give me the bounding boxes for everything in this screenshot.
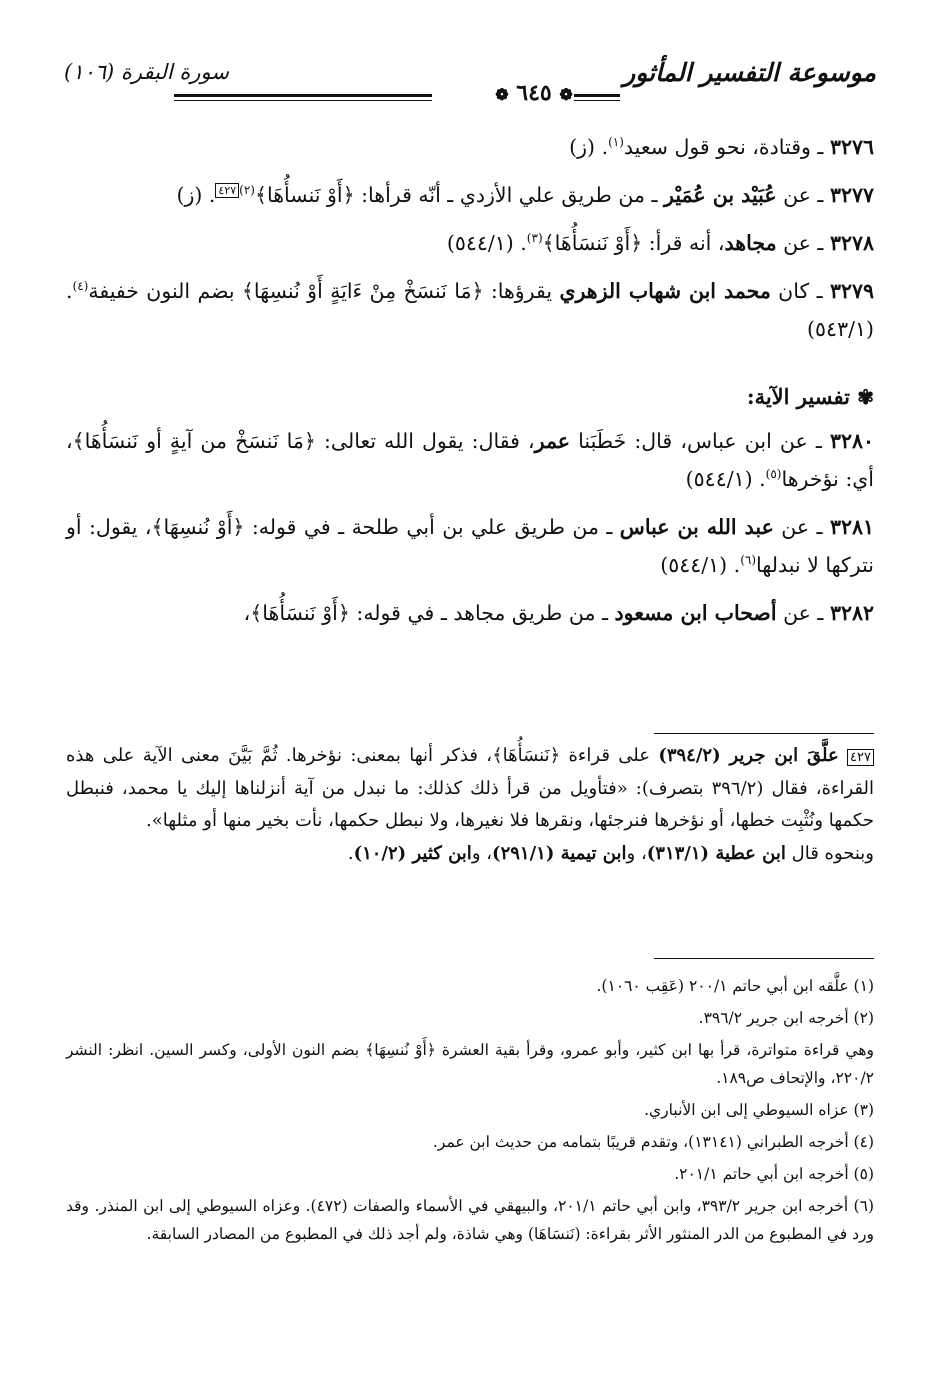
narrator-name: مجاهد bbox=[724, 231, 777, 255]
entry bbox=[66, 508, 874, 584]
commentary-text: . bbox=[347, 842, 354, 864]
main-text bbox=[66, 128, 874, 642]
entry-text: ، فقال: يقول الله تعالى: ﴿مَا نَنسَخْ من آيةٍ أو نَنسَأُهَا﴾، أي: نؤخرها bbox=[66, 429, 874, 491]
entry-text: يقرؤها: ﴿مَا نَنسَخْ مِنْ ءَايَةٍ أَوْ نُنسِهَا﴾ بضم النون خفيفة bbox=[88, 279, 560, 303]
entry-source: . (٥٤٤/١) bbox=[685, 467, 766, 491]
entry-prefix: ـ كان bbox=[770, 279, 830, 303]
narrator-name: عبد الله بن عباس bbox=[619, 515, 774, 539]
page-number-block bbox=[494, 80, 574, 106]
commentary-author: ابن تيمية (٢٩١/١) bbox=[492, 842, 627, 864]
commentary-author: ابن عطية (٣١٣/١) bbox=[646, 842, 786, 864]
footnote: (٦) أخرجه ابن جرير ٣٩٣/٢، وابن أبي حاتم ٢٠١/١، والبيهقي في الأسماء والصفات (٤٧٢). وعزاه السيوطي إلى ابن المنذر. وقد ورد في المطبوع من الدر المنثور الأثر بقراءة: (نَنسَاهَا) وهي شاذة، ولم أجد ذلك في المطبوع من المصادر السابقة. bbox=[66, 1197, 874, 1243]
entry-prefix: ـ عن bbox=[776, 601, 830, 625]
entry-number: ٣٢٧٧ bbox=[829, 183, 874, 207]
footnote: (٣) عزاه السيوطي إلى ابن الأنباري. bbox=[644, 1101, 874, 1119]
entry-number: ٣٢٧٩ bbox=[829, 279, 874, 303]
page-header bbox=[64, 58, 876, 106]
header-rule-right bbox=[574, 94, 620, 97]
footnote-marker: (٢) bbox=[239, 183, 255, 198]
entry-number: ٣٢٧٨ bbox=[829, 231, 874, 255]
narrator-name: ابن عباس bbox=[686, 429, 772, 453]
entry bbox=[66, 224, 874, 262]
footnote: (١) علَّقه ابن أبي حاتم ٢٠٠/١ (عَقِب ١٠٦٠). bbox=[596, 977, 874, 995]
footnotes-separator bbox=[654, 958, 874, 959]
commentary-text: على قراءة ﴿نَنسَأُهَا﴾، فذكر أنها بمعنى: نؤخرها. ثُمَّ بَيَّنَ معنى الآية على هذه القراءة، فقال (٣٩٦/٢ بتصرف): «فتأويل من قرأ ذلك كذلك: ما نبدل من آية أنزلناها إليك يا محمد، فنبطل حكمها ونُثْبِت خطها، أو نؤخرها فنرجئها، ونقرها فلا نغيرها، ولا نبطل حكمها، نأت بخير منها أو مثلها». bbox=[66, 745, 875, 831]
entry bbox=[66, 272, 874, 348]
footnote: (٤) أخرجه الطبراني (١٣١٤١)، وتقدم قريبًا بتمامه من حديث ابن عمر. bbox=[432, 1133, 874, 1151]
header-rule-left bbox=[174, 94, 432, 97]
flower-icon: ✾ bbox=[857, 385, 874, 409]
entry bbox=[66, 128, 874, 166]
footnote-marker: (٦) bbox=[740, 553, 757, 568]
footnotes bbox=[66, 972, 874, 1252]
commentary-separator bbox=[654, 733, 874, 734]
footnote: وهي قراءة متواترة، قرأ بها ابن كثير، وأبو عمرو، وقرأ بقية العشرة ﴿أَوْ نُنسِهَا﴾ بضم النون الأولى، وكسر السين. انظر: النشر ٢٢٠/٢، والإتحاف ص١٨٩. bbox=[66, 1041, 874, 1087]
ornament-icon: ❁ bbox=[559, 85, 573, 104]
entry-number: ٣٢٨١ bbox=[829, 515, 874, 539]
commentary-text: وبنحوه قال bbox=[785, 842, 874, 864]
commentary-text: ، و bbox=[471, 842, 493, 864]
footnote: (٥) أخرجه ابن أبي حاتم ٢٠١/١. bbox=[674, 1165, 874, 1183]
entry-number: ٣٢٨٢ bbox=[829, 601, 874, 625]
entry-text: ، قال: خَطَبَنا bbox=[570, 429, 687, 453]
entry-source: . (٥٤٤/١) bbox=[446, 231, 527, 255]
narrator-name: عمر bbox=[534, 429, 571, 453]
entry bbox=[66, 176, 874, 214]
entry-source: . (٥٤٣/١) bbox=[66, 279, 874, 341]
book-title: موسوعة التفسير المأثور bbox=[623, 58, 876, 87]
entry bbox=[66, 594, 874, 632]
narrator-name: محمد ابن شهاب الزهري bbox=[559, 279, 771, 303]
entry-text: ، أنه قرأ: ﴿أَوْ نَنسَأُهَا﴾ bbox=[542, 231, 725, 255]
commentary-ref: ٤٢٧ bbox=[215, 183, 239, 198]
commentary-block bbox=[66, 740, 874, 870]
entry-source: . (ز) bbox=[176, 183, 216, 207]
narrator-name: عُبَيْد بن عُمَيْر bbox=[664, 183, 777, 207]
entry bbox=[66, 422, 874, 498]
entry-text: ـ من طريق مجاهد ـ في قوله: ﴿أَوْ نَنسَأُهَا﴾، bbox=[243, 601, 615, 625]
entry-source: . (ز) bbox=[569, 135, 609, 159]
commentary-text: ، و bbox=[626, 842, 647, 864]
entry-text: ـ من طريق علي بن أبي طلحة ـ في قوله: ﴿أَوْ نُنسِهَا﴾، يقول: أو نتركها لا نبدلها bbox=[66, 515, 874, 577]
ornament-icon: ❁ bbox=[495, 85, 509, 104]
commentary-paragraph bbox=[66, 838, 874, 871]
entry-prefix: ـ عن bbox=[773, 515, 830, 539]
section-heading-text: تفسير الآية: bbox=[746, 384, 850, 409]
commentary-author: علَّقَ ابن جرير (٣٩٤/٢) bbox=[658, 745, 839, 766]
commentary-ref: ٤٢٧ bbox=[847, 749, 874, 766]
entry-source: . (٥٤٤/١) bbox=[660, 553, 741, 577]
footnote-marker: (١) bbox=[608, 135, 624, 150]
entry-text: ـ وقتادة، نحو قول سعيد bbox=[623, 135, 830, 159]
entry-prefix: ـ عن bbox=[771, 429, 830, 453]
narrator-name: أصحاب ابن مسعود bbox=[614, 601, 777, 625]
entry-number: ٣٢٨٠ bbox=[829, 429, 874, 453]
entry-prefix: ـ عن bbox=[776, 183, 830, 207]
surah-label: سورة البقرة (١٠٦) bbox=[64, 60, 229, 84]
footnote: (٢) أخرجه ابن جرير ٣٩٦/٢. bbox=[698, 1009, 874, 1027]
entry-prefix: ـ عن bbox=[776, 231, 830, 255]
entry-number: ٣٢٧٦ bbox=[829, 135, 874, 159]
entry-text: ـ من طريق علي الأزدي ـ أنّه قرأها: ﴿أَوْ نَنسأُهَا﴾ bbox=[254, 183, 665, 207]
section-heading bbox=[66, 378, 874, 416]
commentary-paragraph bbox=[66, 740, 874, 838]
footnote-marker: (٣) bbox=[526, 231, 543, 246]
footnote-marker: (٥) bbox=[765, 467, 782, 482]
commentary-author: ابن كثير (١٠/٢) bbox=[353, 842, 472, 864]
page-number: ٦٤٥ bbox=[516, 80, 552, 106]
footnote-marker: (٤) bbox=[72, 279, 89, 294]
